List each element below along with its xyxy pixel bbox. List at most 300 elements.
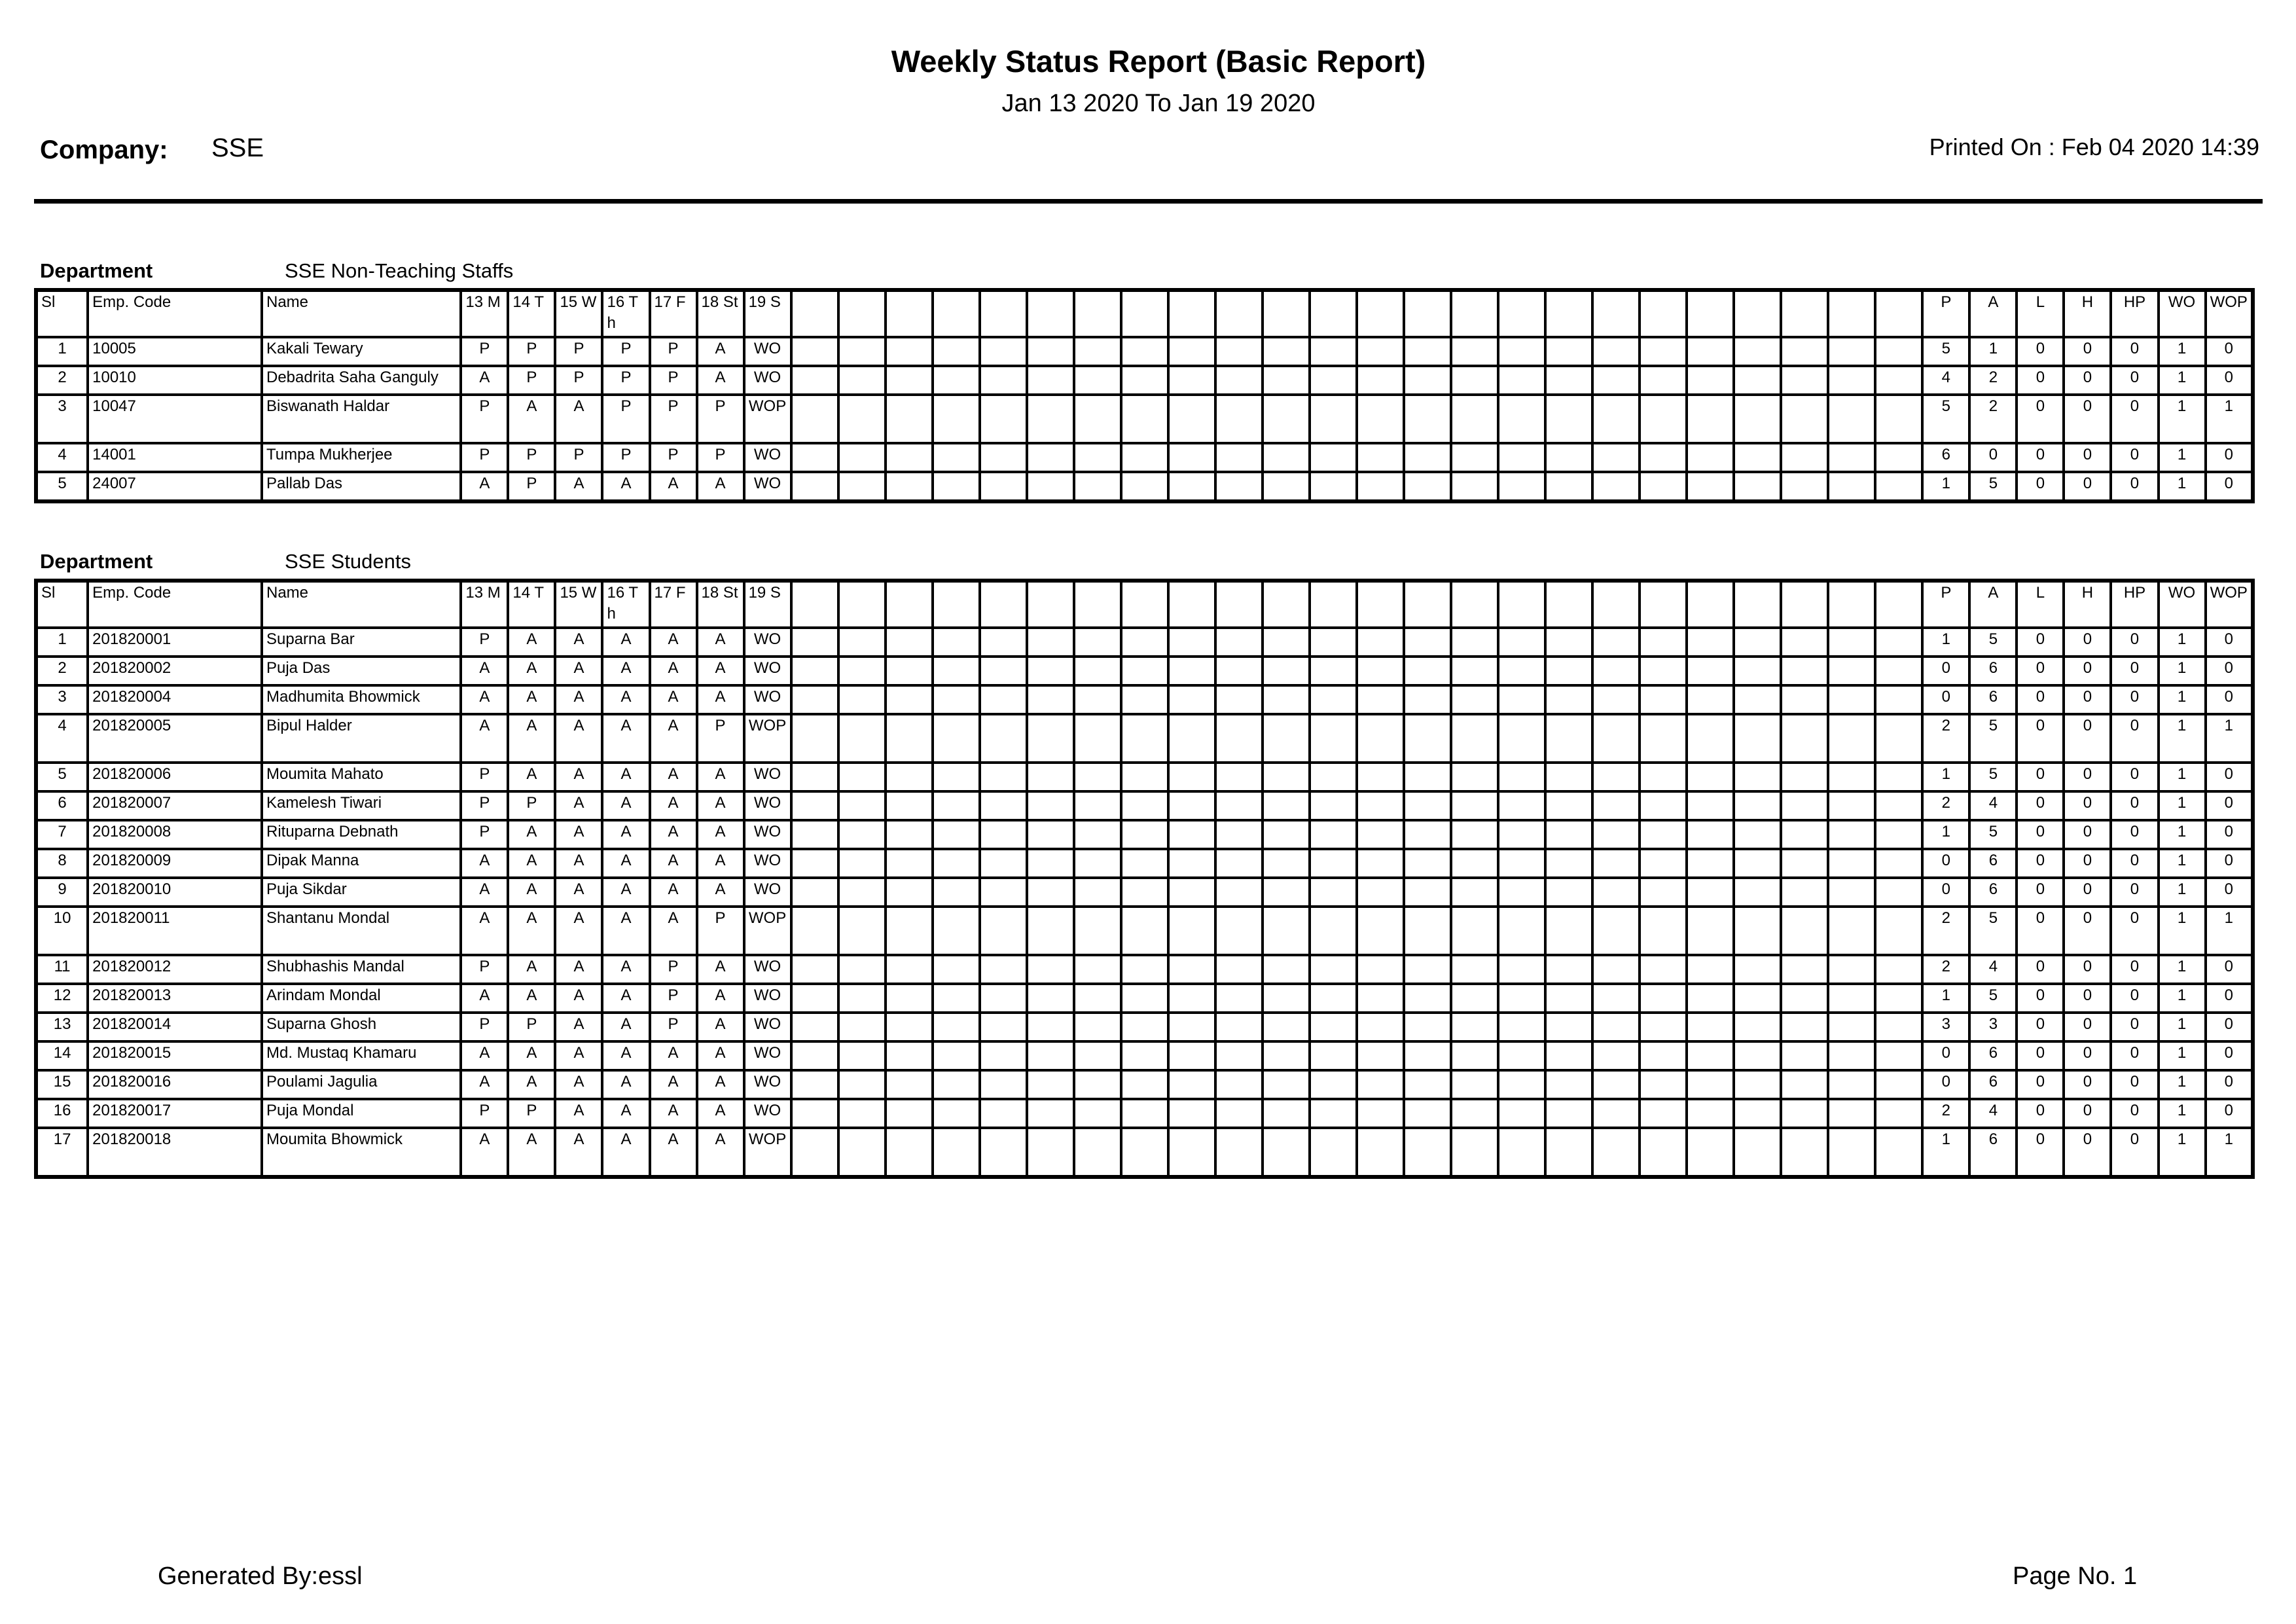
header-total: A xyxy=(1969,581,2017,628)
empty-cell xyxy=(1027,1070,1074,1099)
table-row xyxy=(36,984,2253,1013)
empty-cell xyxy=(1687,337,1734,366)
day-status: WO xyxy=(744,820,791,849)
empty-cell xyxy=(1168,472,1215,501)
row-sl: 16 xyxy=(36,1099,88,1128)
empty-cell xyxy=(886,1099,933,1128)
empty-cell xyxy=(1875,791,1922,820)
empty-cell xyxy=(1404,878,1451,907)
empty-cell xyxy=(980,581,1027,628)
table-row xyxy=(36,878,2253,907)
day-status: A xyxy=(508,628,555,657)
empty-cell xyxy=(933,1128,980,1177)
total-count: 3 xyxy=(1969,1013,2017,1041)
empty-cell xyxy=(1734,955,1781,984)
table-row xyxy=(36,685,2253,714)
empty-cell xyxy=(1357,628,1404,657)
attendance-table-students xyxy=(34,579,2255,1179)
row-name: Puja Mondal xyxy=(262,1099,461,1128)
empty-cell xyxy=(1404,337,1451,366)
empty-cell xyxy=(838,443,886,472)
header-total: H xyxy=(2064,581,2111,628)
empty-cell xyxy=(1592,1013,1640,1041)
day-status: A xyxy=(508,849,555,878)
total-count: 5 xyxy=(1969,763,2017,791)
day-status: P xyxy=(508,443,555,472)
empty-cell xyxy=(980,685,1027,714)
empty-cell xyxy=(1545,763,1592,791)
empty-cell xyxy=(1263,443,1310,472)
empty-cell xyxy=(1545,1099,1592,1128)
empty-cell xyxy=(1734,1041,1781,1070)
empty-cell xyxy=(1498,763,1545,791)
empty-cell xyxy=(1451,443,1498,472)
total-count: 1 xyxy=(2159,763,2206,791)
empty-cell xyxy=(1592,878,1640,907)
row-sl: 4 xyxy=(36,714,88,763)
empty-cell xyxy=(1404,395,1451,443)
empty-cell xyxy=(1498,955,1545,984)
day-status: P xyxy=(555,443,602,472)
empty-cell xyxy=(1121,1013,1168,1041)
empty-cell xyxy=(980,1070,1027,1099)
empty-cell xyxy=(1310,1013,1357,1041)
total-count: 0 xyxy=(2111,1099,2158,1128)
row-emp-code: 201820009 xyxy=(88,849,262,878)
empty-cell xyxy=(1121,581,1168,628)
empty-cell xyxy=(1498,1128,1545,1177)
company-label: Company: xyxy=(40,135,168,164)
empty-cell xyxy=(1687,763,1734,791)
empty-cell xyxy=(1263,1041,1310,1070)
total-count: 2 xyxy=(1922,714,1969,763)
empty-cell xyxy=(1310,290,1357,337)
empty-cell xyxy=(1168,290,1215,337)
total-count: 0 xyxy=(2206,472,2253,501)
row-sl: 2 xyxy=(36,366,88,395)
empty-cell xyxy=(1263,907,1310,955)
row-emp-code: 10005 xyxy=(88,337,262,366)
total-count: 0 xyxy=(2017,337,2064,366)
total-count: 0 xyxy=(2017,714,2064,763)
empty-cell xyxy=(1498,907,1545,955)
empty-cell xyxy=(1310,1041,1357,1070)
empty-cell xyxy=(791,366,838,395)
day-status: P xyxy=(508,1013,555,1041)
row-emp-code: 201820001 xyxy=(88,628,262,657)
empty-cell xyxy=(1498,685,1545,714)
day-status: A xyxy=(602,849,649,878)
row-emp-code: 201820014 xyxy=(88,1013,262,1041)
day-status: P xyxy=(650,395,697,443)
empty-cell xyxy=(1027,366,1074,395)
day-status: A xyxy=(650,1070,697,1099)
empty-cell xyxy=(1828,657,1875,685)
day-status: A xyxy=(461,849,508,878)
empty-cell xyxy=(838,1070,886,1099)
empty-cell xyxy=(838,628,886,657)
empty-cell xyxy=(1498,290,1545,337)
empty-cell xyxy=(1168,820,1215,849)
empty-cell xyxy=(1640,1070,1687,1099)
empty-cell xyxy=(1451,395,1498,443)
day-status: P xyxy=(461,337,508,366)
empty-cell xyxy=(1687,472,1734,501)
empty-cell xyxy=(1451,714,1498,763)
total-count: 0 xyxy=(2206,628,2253,657)
empty-cell xyxy=(1781,395,1828,443)
day-status: A xyxy=(602,1099,649,1128)
empty-cell xyxy=(1640,395,1687,443)
empty-cell xyxy=(1734,763,1781,791)
empty-cell xyxy=(1687,984,1734,1013)
day-status: A xyxy=(602,628,649,657)
empty-cell xyxy=(1357,395,1404,443)
empty-cell xyxy=(1592,820,1640,849)
total-count: 0 xyxy=(1969,443,2017,472)
total-count: 1 xyxy=(2159,1041,2206,1070)
empty-cell xyxy=(1027,581,1074,628)
row-sl: 7 xyxy=(36,820,88,849)
empty-cell xyxy=(1404,366,1451,395)
total-count: 2 xyxy=(1922,791,1969,820)
empty-cell xyxy=(1263,1070,1310,1099)
total-count: 5 xyxy=(1969,820,2017,849)
empty-cell xyxy=(1215,955,1263,984)
empty-cell xyxy=(933,1041,980,1070)
day-status: A xyxy=(697,1128,744,1177)
day-status: A xyxy=(461,1128,508,1177)
empty-cell xyxy=(1357,472,1404,501)
total-count: 0 xyxy=(2206,1070,2253,1099)
day-status: P xyxy=(461,791,508,820)
empty-cell xyxy=(1027,443,1074,472)
day-status: A xyxy=(555,878,602,907)
empty-cell xyxy=(791,337,838,366)
empty-cell xyxy=(1357,1041,1404,1070)
empty-cell xyxy=(980,1099,1027,1128)
empty-cell xyxy=(933,1013,980,1041)
day-status: A xyxy=(697,628,744,657)
header-total: WOP xyxy=(2206,290,2253,337)
empty-cell xyxy=(1263,763,1310,791)
total-count: 0 xyxy=(2017,1013,2064,1041)
empty-cell xyxy=(1121,685,1168,714)
empty-cell xyxy=(980,791,1027,820)
empty-cell xyxy=(1545,443,1592,472)
empty-cell xyxy=(1451,472,1498,501)
table-row xyxy=(36,472,2253,501)
table-row xyxy=(36,337,2253,366)
day-status: A xyxy=(697,1070,744,1099)
total-count: 0 xyxy=(2064,628,2111,657)
empty-cell xyxy=(791,1099,838,1128)
empty-cell xyxy=(1545,955,1592,984)
day-status: P xyxy=(461,763,508,791)
empty-cell xyxy=(791,685,838,714)
empty-cell xyxy=(1027,907,1074,955)
empty-cell xyxy=(1640,628,1687,657)
empty-cell xyxy=(1404,955,1451,984)
total-count: 0 xyxy=(2064,395,2111,443)
total-count: 0 xyxy=(1922,1041,1969,1070)
row-name: Suparna Ghosh xyxy=(262,1013,461,1041)
empty-cell xyxy=(1592,907,1640,955)
empty-cell xyxy=(1215,1070,1263,1099)
day-status: A xyxy=(650,907,697,955)
empty-cell xyxy=(933,366,980,395)
empty-cell xyxy=(1875,763,1922,791)
empty-cell xyxy=(886,366,933,395)
empty-cell xyxy=(1310,581,1357,628)
empty-cell xyxy=(1357,907,1404,955)
day-status: P xyxy=(508,1099,555,1128)
empty-cell xyxy=(1828,472,1875,501)
header-day: 17 F xyxy=(650,581,697,628)
empty-cell xyxy=(1687,907,1734,955)
empty-cell xyxy=(1875,472,1922,501)
total-count: 1 xyxy=(2159,849,2206,878)
empty-cell xyxy=(933,395,980,443)
total-count: 0 xyxy=(2017,763,2064,791)
day-status: A xyxy=(555,1099,602,1128)
total-count: 0 xyxy=(2206,1099,2253,1128)
empty-cell xyxy=(1781,1099,1828,1128)
empty-cell xyxy=(1357,1070,1404,1099)
empty-cell xyxy=(1875,820,1922,849)
empty-cell xyxy=(1357,337,1404,366)
empty-cell xyxy=(791,907,838,955)
total-count: 0 xyxy=(2206,366,2253,395)
row-sl: 5 xyxy=(36,763,88,791)
empty-cell xyxy=(1404,581,1451,628)
total-count: 1 xyxy=(1922,1128,1969,1177)
row-sl: 10 xyxy=(36,907,88,955)
empty-cell xyxy=(1545,849,1592,878)
empty-cell xyxy=(1404,820,1451,849)
empty-cell xyxy=(1121,395,1168,443)
empty-cell xyxy=(1027,337,1074,366)
empty-cell xyxy=(933,714,980,763)
empty-cell xyxy=(1215,1041,1263,1070)
empty-cell xyxy=(791,955,838,984)
day-status: A xyxy=(461,878,508,907)
empty-cell xyxy=(1263,581,1310,628)
empty-cell xyxy=(791,1013,838,1041)
empty-cell xyxy=(886,472,933,501)
empty-cell xyxy=(1781,820,1828,849)
empty-cell xyxy=(1027,984,1074,1013)
empty-cell xyxy=(1498,1041,1545,1070)
empty-cell xyxy=(886,907,933,955)
day-status: P xyxy=(650,955,697,984)
day-status: P xyxy=(508,472,555,501)
empty-cell xyxy=(838,395,886,443)
empty-cell xyxy=(980,657,1027,685)
empty-cell xyxy=(1310,820,1357,849)
empty-cell xyxy=(1592,1128,1640,1177)
empty-cell xyxy=(1168,1041,1215,1070)
empty-cell xyxy=(1168,628,1215,657)
table-row xyxy=(36,714,2253,763)
empty-cell xyxy=(1121,337,1168,366)
row-sl: 4 xyxy=(36,443,88,472)
empty-cell xyxy=(1263,366,1310,395)
empty-cell xyxy=(1451,849,1498,878)
empty-cell xyxy=(1310,366,1357,395)
day-status: A xyxy=(555,1041,602,1070)
empty-cell xyxy=(1640,984,1687,1013)
empty-cell xyxy=(1121,366,1168,395)
empty-cell xyxy=(1687,685,1734,714)
row-sl: 1 xyxy=(36,337,88,366)
row-emp-code: 201820017 xyxy=(88,1099,262,1128)
empty-cell xyxy=(838,1099,886,1128)
empty-cell xyxy=(1828,581,1875,628)
day-status: A xyxy=(508,820,555,849)
total-count: 0 xyxy=(2017,1128,2064,1177)
empty-cell xyxy=(1875,366,1922,395)
empty-cell xyxy=(1828,878,1875,907)
empty-cell xyxy=(1545,714,1592,763)
empty-cell xyxy=(933,849,980,878)
empty-cell xyxy=(838,907,886,955)
empty-cell xyxy=(1310,685,1357,714)
day-status: A xyxy=(650,820,697,849)
day-status: A xyxy=(555,849,602,878)
empty-cell xyxy=(1734,366,1781,395)
empty-cell xyxy=(1310,395,1357,443)
day-status: A xyxy=(602,657,649,685)
empty-cell xyxy=(1074,472,1121,501)
header-day: 13 M xyxy=(461,290,508,337)
header-total: WO xyxy=(2159,581,2206,628)
row-name: Biswanath Haldar xyxy=(262,395,461,443)
total-count: 0 xyxy=(2064,1099,2111,1128)
empty-cell xyxy=(1074,849,1121,878)
row-sl: 6 xyxy=(36,791,88,820)
day-status: WO xyxy=(744,628,791,657)
total-count: 0 xyxy=(2064,955,2111,984)
empty-cell xyxy=(1781,763,1828,791)
empty-cell xyxy=(933,290,980,337)
total-count: 0 xyxy=(2017,1041,2064,1070)
empty-cell xyxy=(933,581,980,628)
total-count: 6 xyxy=(1969,1128,2017,1177)
empty-cell xyxy=(1074,657,1121,685)
table-row xyxy=(36,820,2253,849)
empty-cell xyxy=(886,685,933,714)
empty-cell xyxy=(1121,628,1168,657)
total-count: 1 xyxy=(2159,1070,2206,1099)
total-count: 1 xyxy=(2159,1128,2206,1177)
table-row xyxy=(36,907,2253,955)
row-sl: 3 xyxy=(36,685,88,714)
empty-cell xyxy=(1734,290,1781,337)
empty-cell xyxy=(886,1128,933,1177)
empty-cell xyxy=(1875,290,1922,337)
empty-cell xyxy=(1310,443,1357,472)
empty-cell xyxy=(1828,1128,1875,1177)
day-status: WO xyxy=(744,984,791,1013)
total-count: 0 xyxy=(2206,1013,2253,1041)
day-status: A xyxy=(555,395,602,443)
total-count: 0 xyxy=(1922,878,1969,907)
empty-cell xyxy=(1263,791,1310,820)
day-status: A xyxy=(602,955,649,984)
table-row xyxy=(36,657,2253,685)
header-day: 18 St xyxy=(697,290,744,337)
empty-cell xyxy=(1734,791,1781,820)
day-status: A xyxy=(697,366,744,395)
empty-cell xyxy=(1310,878,1357,907)
row-name: Dipak Manna xyxy=(262,849,461,878)
day-status: A xyxy=(555,1013,602,1041)
empty-cell xyxy=(933,1099,980,1128)
day-status: A xyxy=(602,685,649,714)
total-count: 6 xyxy=(1969,1041,2017,1070)
total-count: 0 xyxy=(2206,820,2253,849)
day-status: A xyxy=(697,878,744,907)
empty-cell xyxy=(791,763,838,791)
row-sl: 8 xyxy=(36,849,88,878)
empty-cell xyxy=(1310,849,1357,878)
total-count: 0 xyxy=(2017,878,2064,907)
day-status: WO xyxy=(744,878,791,907)
day-status: P xyxy=(650,984,697,1013)
empty-cell xyxy=(1498,820,1545,849)
empty-cell xyxy=(1640,1013,1687,1041)
day-status: A xyxy=(602,1013,649,1041)
day-status: P xyxy=(461,1099,508,1128)
empty-cell xyxy=(1687,628,1734,657)
empty-cell xyxy=(1875,1013,1922,1041)
empty-cell xyxy=(933,791,980,820)
day-status: A xyxy=(555,820,602,849)
empty-cell xyxy=(1215,1013,1263,1041)
day-status: WO xyxy=(744,472,791,501)
empty-cell xyxy=(1781,955,1828,984)
day-status: A xyxy=(461,685,508,714)
empty-cell xyxy=(1545,581,1592,628)
empty-cell xyxy=(886,791,933,820)
empty-cell xyxy=(933,337,980,366)
total-count: 0 xyxy=(2206,955,2253,984)
empty-cell xyxy=(1828,907,1875,955)
empty-cell xyxy=(1074,714,1121,763)
empty-cell xyxy=(1404,763,1451,791)
empty-cell xyxy=(1734,1099,1781,1128)
empty-cell xyxy=(886,628,933,657)
total-count: 0 xyxy=(2111,685,2158,714)
day-status: WO xyxy=(744,849,791,878)
row-name: Shubhashis Mandal xyxy=(262,955,461,984)
header-total: L xyxy=(2017,290,2064,337)
day-status: A xyxy=(602,1128,649,1177)
empty-cell xyxy=(1263,290,1310,337)
total-count: 0 xyxy=(2206,657,2253,685)
total-count: 1 xyxy=(1922,984,1969,1013)
empty-cell xyxy=(1121,290,1168,337)
day-status: A xyxy=(508,984,555,1013)
empty-cell xyxy=(1027,878,1074,907)
header-total: WOP xyxy=(2206,581,2253,628)
empty-cell xyxy=(1828,443,1875,472)
empty-cell xyxy=(1734,395,1781,443)
day-status: A xyxy=(555,685,602,714)
total-count: 0 xyxy=(2111,472,2158,501)
empty-cell xyxy=(1027,472,1074,501)
